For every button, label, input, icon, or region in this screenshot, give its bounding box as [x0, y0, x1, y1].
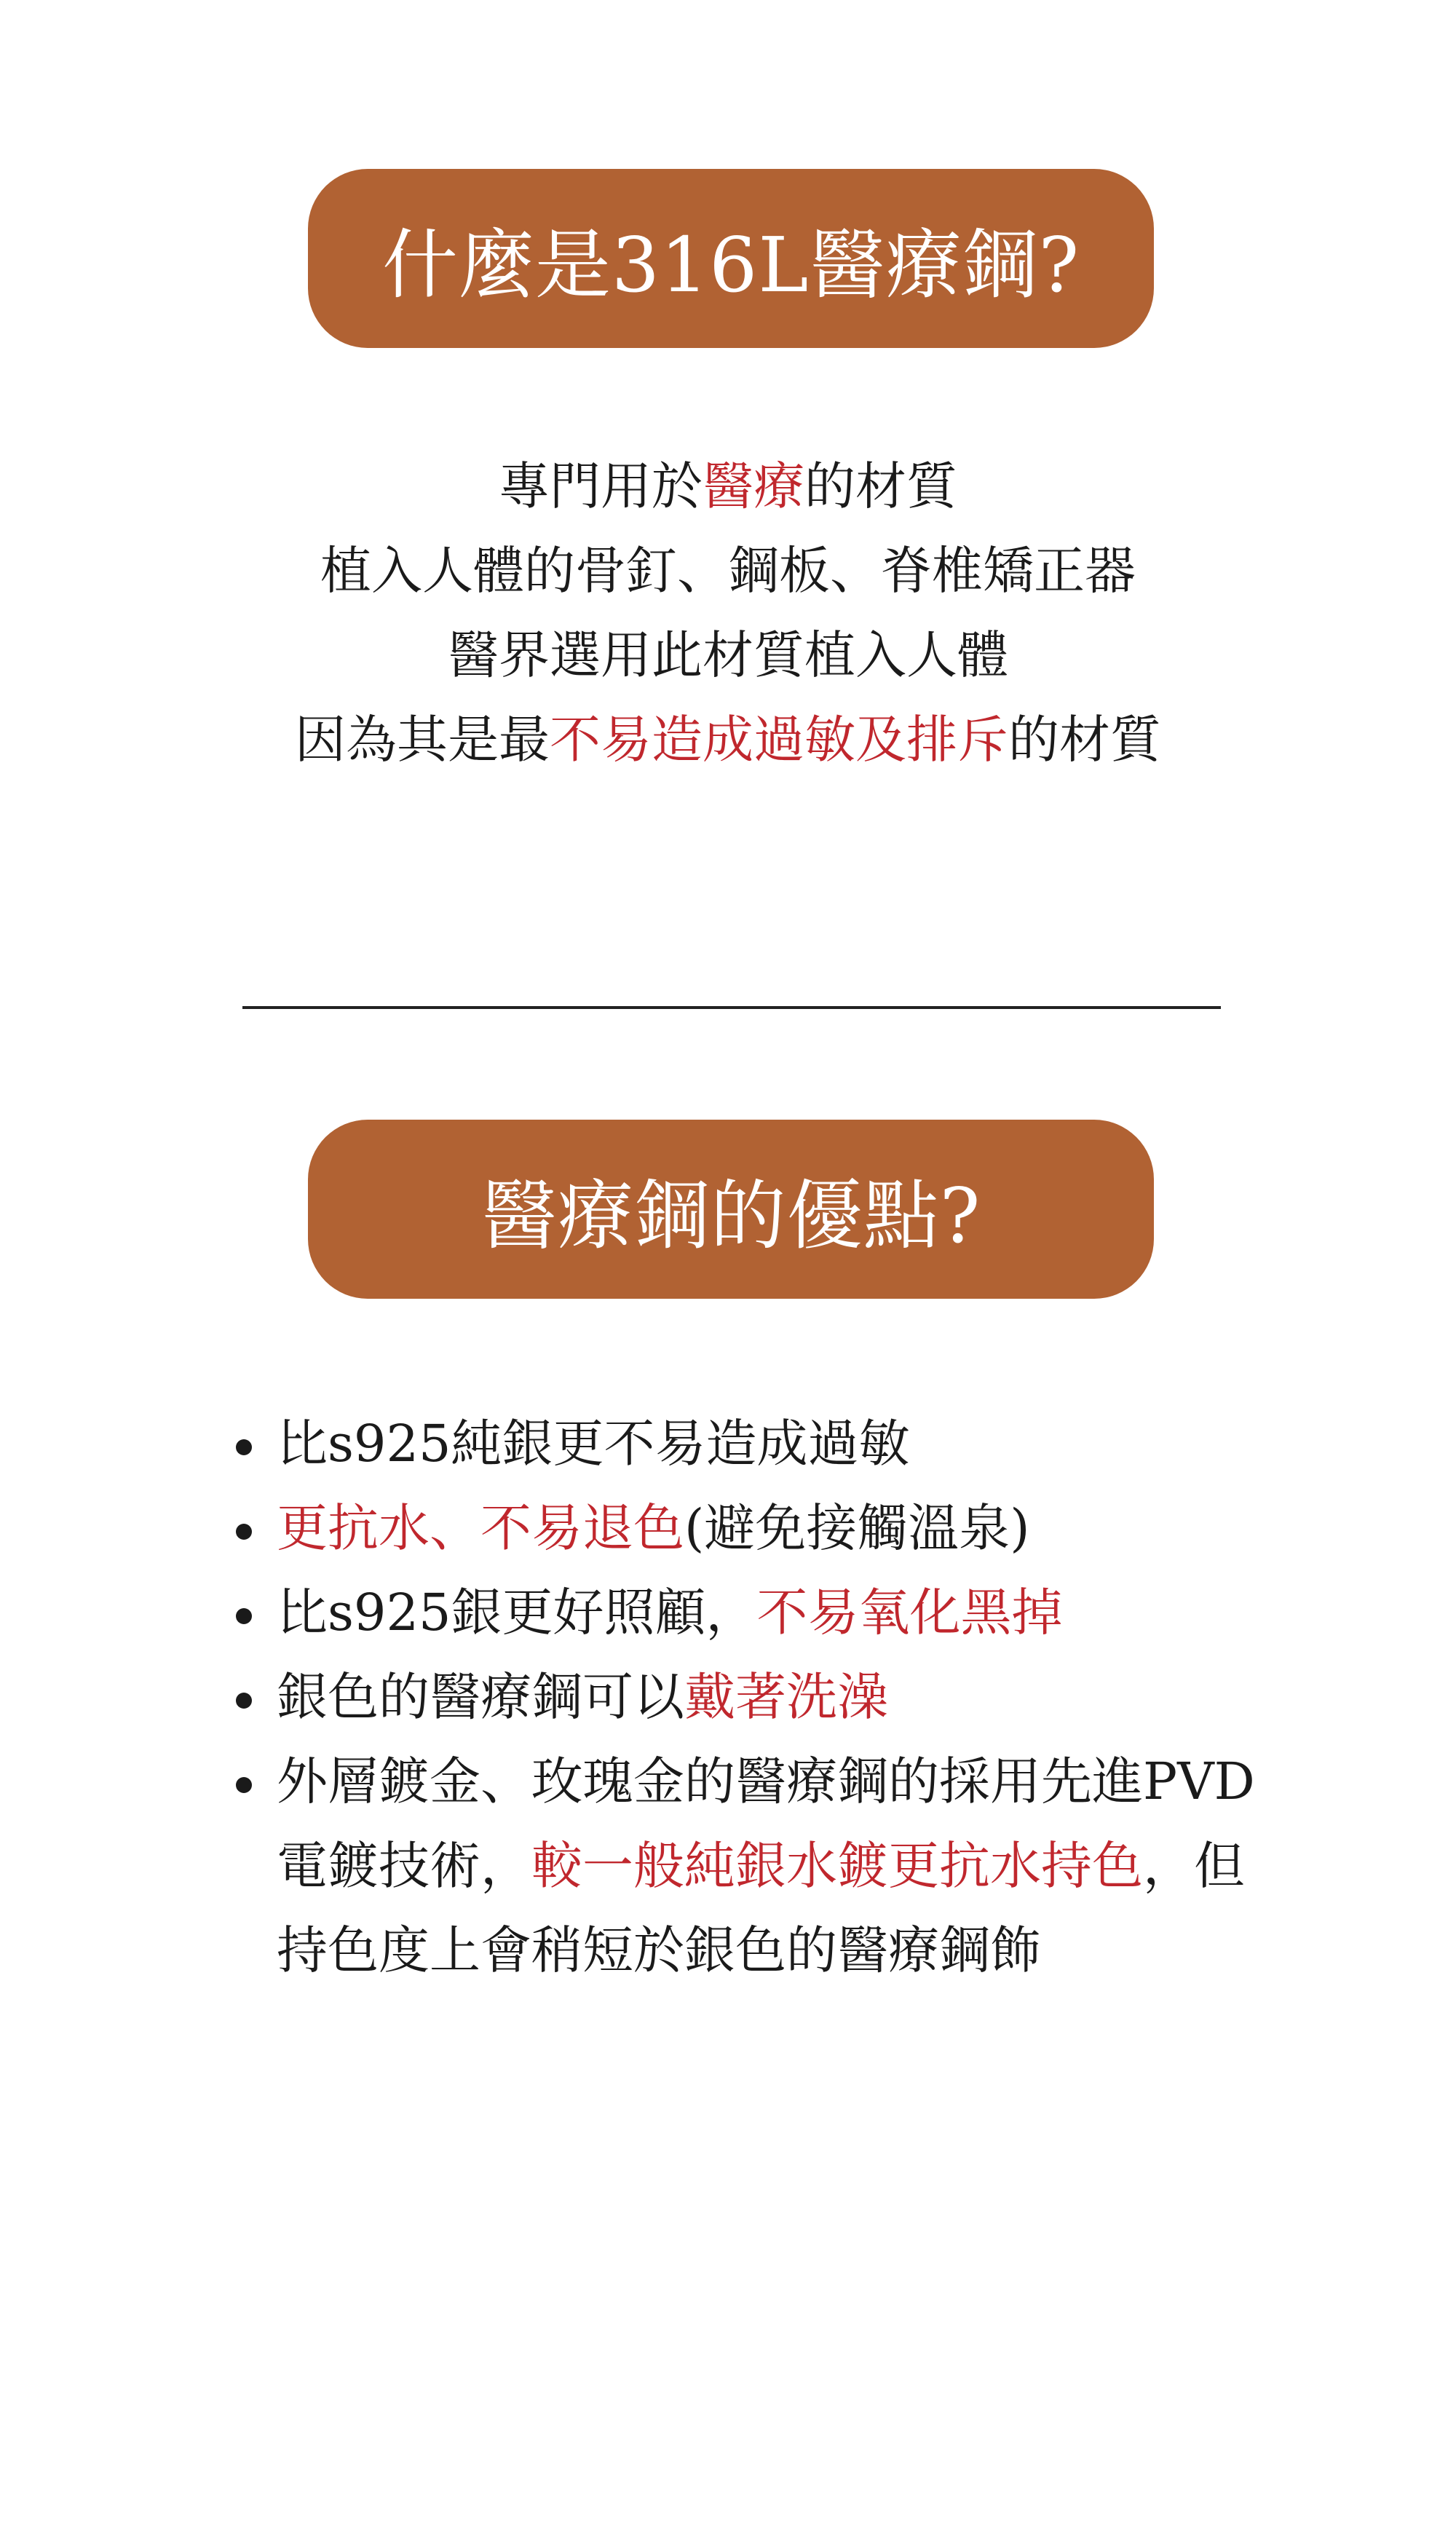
- highlighted-text: 較一般純銀水鍍更抗水持色: [531, 1836, 1143, 1896]
- benefit-item: [232, 1739, 1294, 1993]
- benefit-item: [232, 1486, 1294, 1570]
- intro-paragraph: [0, 444, 1456, 782]
- bullet-icon: [236, 1777, 252, 1793]
- highlighted-text: 戴著洗澡: [684, 1667, 888, 1727]
- body-text: (避免接觸溫泉): [684, 1498, 1030, 1558]
- benefit-item: [232, 1570, 1294, 1655]
- section-title: 什麼是316L醫療鋼?: [381, 221, 1080, 309]
- body-text: 醫界選用此材質植入人體: [448, 625, 1008, 685]
- body-text: 外層鍍金、玫瑰金的醫療鋼的採用先進PVD電鍍技術，: [277, 1752, 1255, 1896]
- body-text: ，但持色度上會稍短於銀色的醫療鋼飾: [277, 1836, 1245, 1980]
- body-text: 的材質: [804, 456, 957, 516]
- highlighted-text: 更抗水、不易退色: [277, 1498, 684, 1558]
- body-text: 因為其是最: [295, 710, 550, 769]
- highlighted-text: 不易氧化黑掉: [756, 1583, 1063, 1642]
- benefit-item: [232, 1401, 1294, 1486]
- intro-line: [0, 529, 1456, 613]
- intro-line: [0, 444, 1456, 529]
- body-text: 比s925純銀更不易造成過敏: [277, 1414, 910, 1473]
- divider: [242, 1006, 1221, 1009]
- body-text: 專門用於: [499, 456, 703, 516]
- body-text: 比s925銀更好照顧，: [277, 1583, 757, 1642]
- body-text: 的材質: [1008, 710, 1161, 769]
- bullet-icon: [236, 1524, 252, 1540]
- intro-line: [0, 613, 1456, 697]
- body-text: 植入人體的骨釘、鋼板、脊椎矯正器: [320, 541, 1136, 601]
- bullet-icon: [236, 1693, 252, 1709]
- body-text: 銀色的醫療鋼可以: [277, 1667, 684, 1727]
- intro-line: [0, 697, 1456, 782]
- benefits-title: 醫療鋼的優點?: [480, 1171, 981, 1260]
- highlighted-text: 不易造成過敏及排斥: [550, 710, 1008, 769]
- highlighted-text: 醫療: [703, 456, 804, 516]
- benefits-title-banner: [308, 1120, 1154, 1299]
- section-title-banner: [308, 169, 1154, 348]
- benefit-item: [232, 1655, 1294, 1739]
- bullet-icon: [236, 1439, 252, 1455]
- bullet-icon: [236, 1608, 252, 1624]
- benefits-list: [232, 1401, 1294, 1993]
